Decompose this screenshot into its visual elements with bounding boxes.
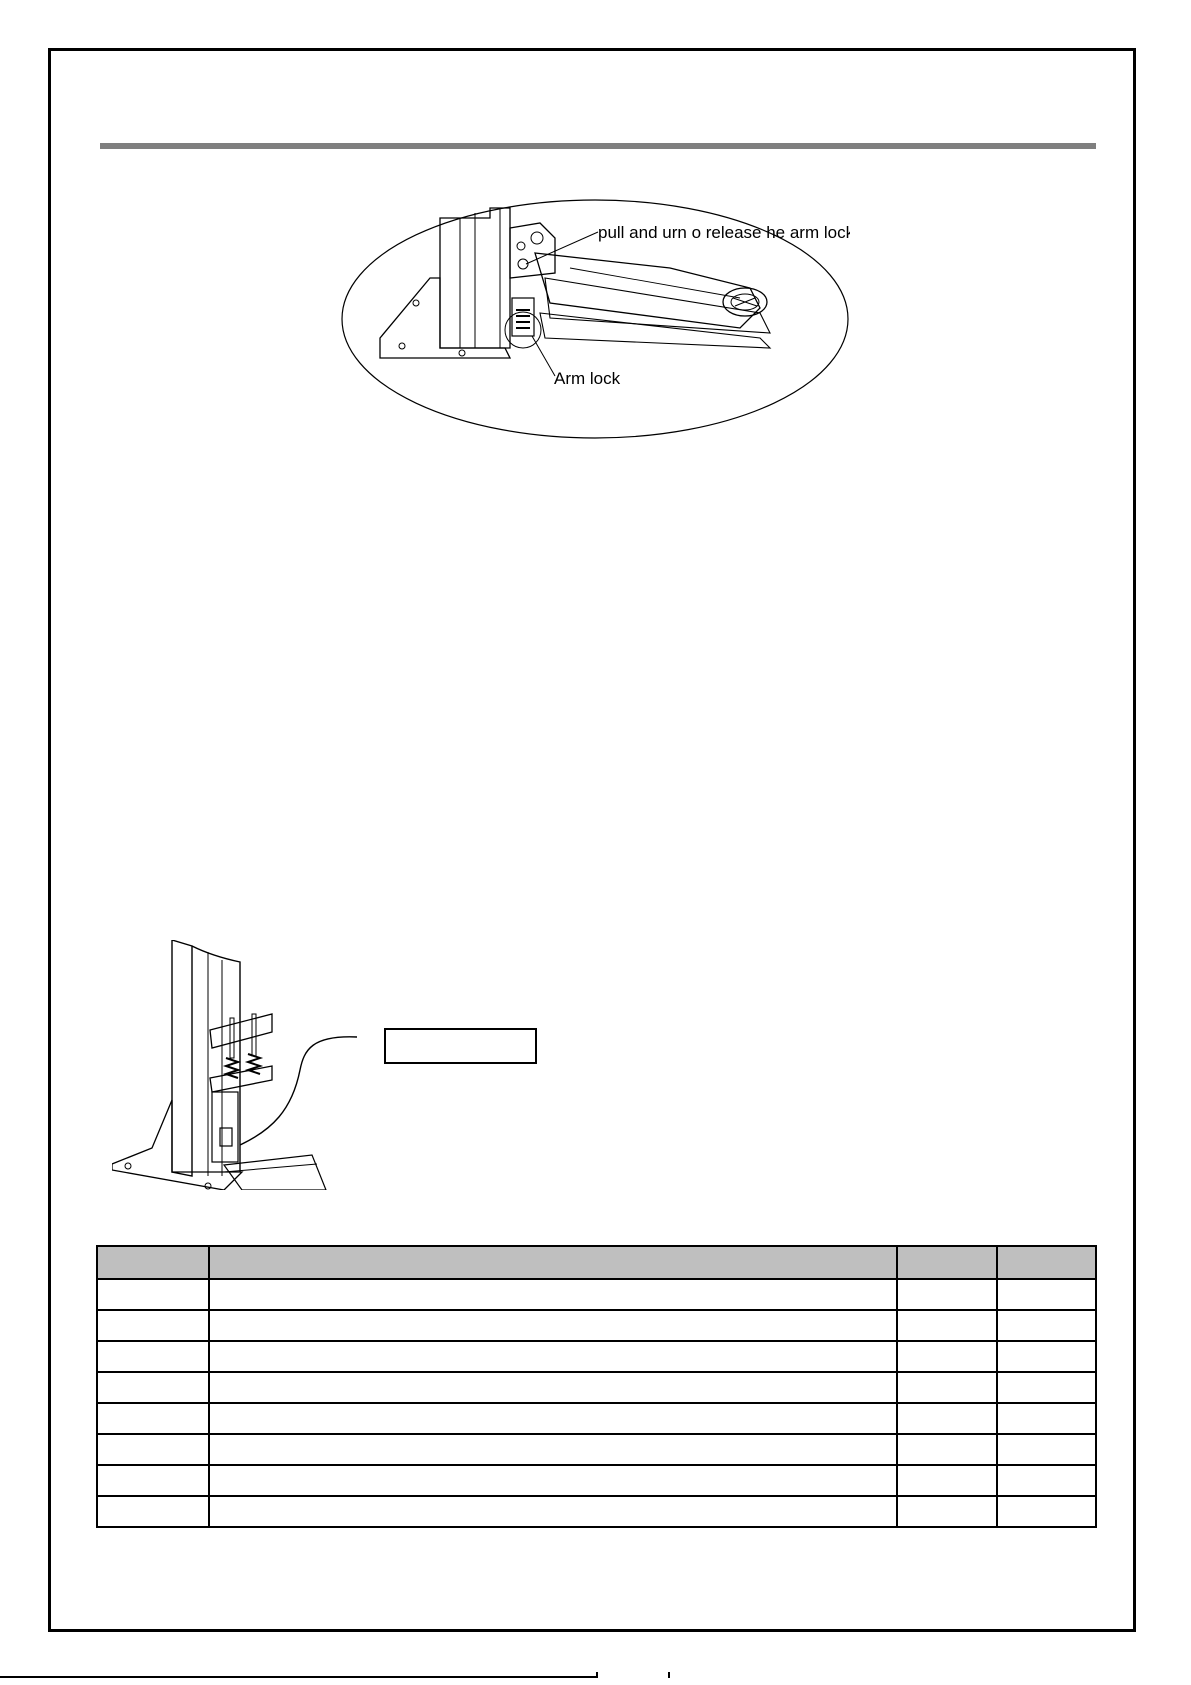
header-cell (209, 1246, 897, 1279)
table-cell (997, 1372, 1096, 1403)
table-cell (97, 1403, 209, 1434)
table-cell (97, 1434, 209, 1465)
header-cell (897, 1246, 997, 1279)
table-cell (897, 1403, 997, 1434)
table-cell (997, 1310, 1096, 1341)
column-drawing (112, 940, 542, 1190)
table-cell (997, 1434, 1096, 1465)
table-row (97, 1465, 1096, 1496)
table-row (97, 1496, 1096, 1527)
table-cell (97, 1372, 209, 1403)
table-row (97, 1310, 1096, 1341)
table-cell (897, 1310, 997, 1341)
checklist-table (96, 1245, 1097, 1528)
table-cell (97, 1465, 209, 1496)
pull-release-label: pull and urn o release he arm lock (598, 223, 850, 242)
table-cell (97, 1496, 209, 1527)
table-cell (997, 1279, 1096, 1310)
table-cell (897, 1496, 997, 1527)
table-cell (997, 1496, 1096, 1527)
table-cell (209, 1310, 897, 1341)
arm-lock-label: Arm lock (554, 369, 621, 388)
table-cell (997, 1341, 1096, 1372)
table-cell (209, 1279, 897, 1310)
table-cell (897, 1341, 997, 1372)
table-row (97, 1434, 1096, 1465)
column-lock-illustration (112, 940, 542, 1190)
table-cell (209, 1403, 897, 1434)
table-row (97, 1341, 1096, 1372)
table-cell (897, 1372, 997, 1403)
table-cell (209, 1341, 897, 1372)
table-cell (209, 1496, 897, 1527)
table-cell (897, 1434, 997, 1465)
footer-tick (596, 1672, 598, 1678)
footer-rule (0, 1676, 596, 1678)
callout-box (384, 1028, 537, 1064)
table-row (97, 1403, 1096, 1434)
table-cell (897, 1465, 997, 1496)
table-header-row (97, 1246, 1096, 1279)
table-cell (97, 1341, 209, 1372)
header-cell (997, 1246, 1096, 1279)
table-row (97, 1372, 1096, 1403)
arm-lock-illustration (340, 198, 850, 440)
table-cell (997, 1403, 1096, 1434)
table-cell (97, 1310, 209, 1341)
arm-lock-drawing (340, 198, 850, 440)
table-cell (209, 1372, 897, 1403)
table-cell (97, 1279, 209, 1310)
table-cell (209, 1434, 897, 1465)
table-cell (897, 1279, 997, 1310)
table-cell (997, 1465, 1096, 1496)
footer-tick (668, 1672, 670, 1678)
header-rule (100, 143, 1096, 149)
header-cell (97, 1246, 209, 1279)
table-cell (209, 1465, 897, 1496)
table-row (97, 1279, 1096, 1310)
